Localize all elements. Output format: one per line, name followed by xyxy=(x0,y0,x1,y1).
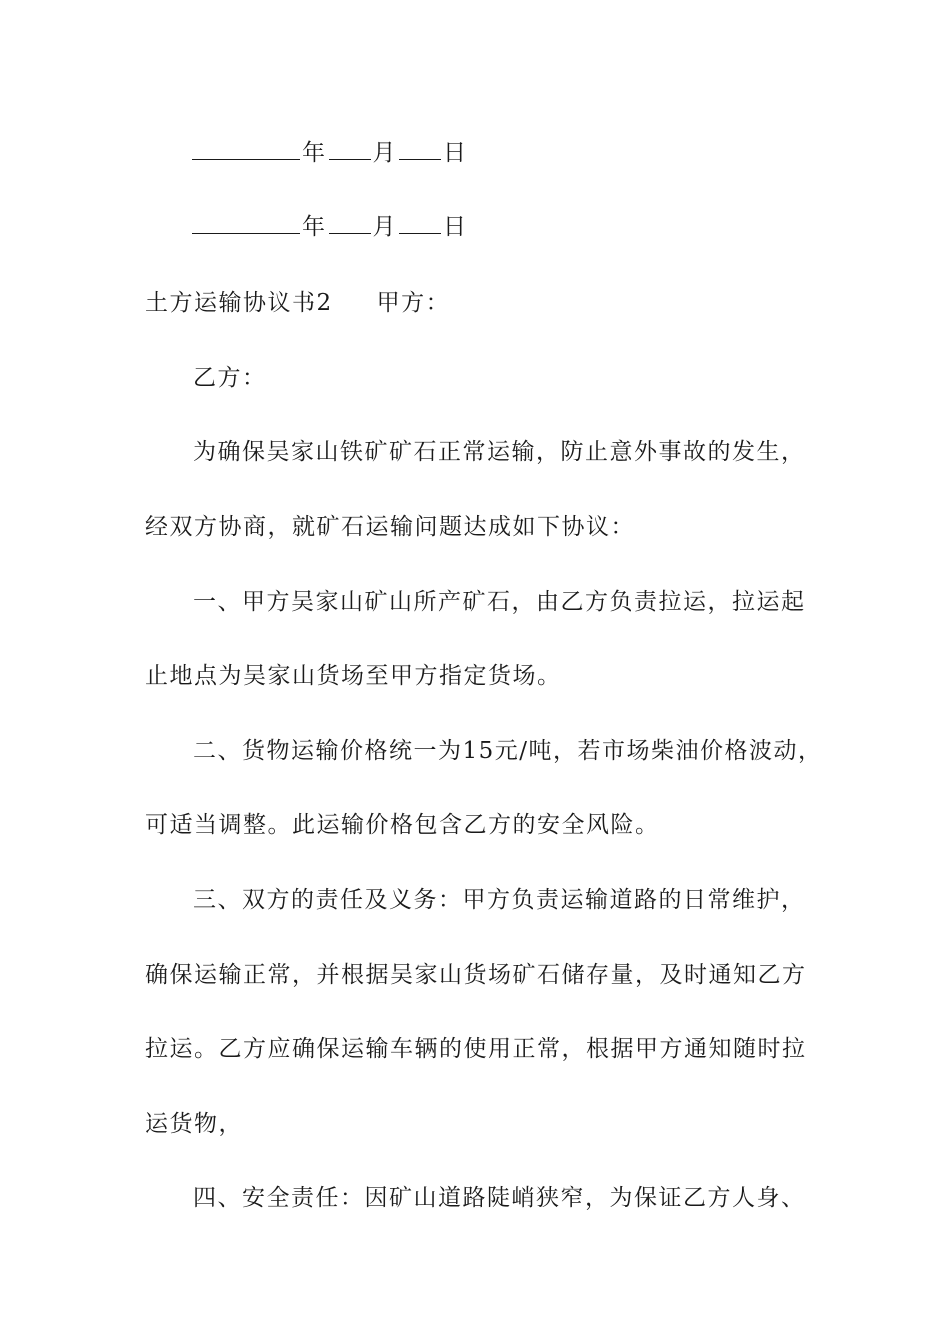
paragraph-line: 经双方协商，就矿石运输问题达成如下协议： xyxy=(145,514,635,540)
paragraph-line: 四、安全责任：因矿山道路陡峭狭窄，为保证乙方人身、 xyxy=(193,1185,806,1211)
day-blank xyxy=(399,213,441,234)
heading-line xyxy=(145,288,450,318)
paragraph-line: 运货物， xyxy=(145,1111,243,1137)
year-unit: 年 xyxy=(302,214,327,240)
year-blank xyxy=(192,139,300,160)
year-blank xyxy=(192,213,300,234)
party-b-label: 乙方： xyxy=(193,365,267,391)
party-a-label: 甲方： xyxy=(376,290,451,316)
paragraph-line: 确保运输正常，并根据吴家山货场矿石储存量，及时通知乙方 xyxy=(145,962,807,988)
day-unit: 日 xyxy=(443,214,468,240)
month-unit: 月 xyxy=(372,140,397,166)
paragraph-line: 拉运。乙方应确保运输车辆的使用正常，根据甲方通知随时拉 xyxy=(145,1036,807,1062)
day-unit: 日 xyxy=(443,140,468,166)
paragraph-line: 为确保吴家山铁矿矿石正常运输，防止意外事故的发生， xyxy=(193,439,806,465)
day-blank xyxy=(399,139,441,160)
paragraph-line: 可适当调整。此运输价格包含乙方的安全风险。 xyxy=(145,812,660,838)
year-unit: 年 xyxy=(302,140,327,166)
month-unit: 月 xyxy=(372,214,397,240)
paragraph-line: 一、甲方吴家山矿山所产矿石，由乙方负责拉运，拉运起 xyxy=(193,589,806,615)
date-line-2 xyxy=(192,212,470,242)
month-blank xyxy=(329,139,371,160)
paragraph-line: 三、双方的责任及义务：甲方负责运输道路的日常维护， xyxy=(193,887,806,913)
paragraph-line: 止地点为吴家山货场至甲方指定货场。 xyxy=(145,663,562,689)
month-blank xyxy=(329,213,371,234)
paragraph-line: 二、货物运输价格统一为15元/吨，若市场柴油价格波动， xyxy=(193,738,823,764)
date-line-1 xyxy=(192,138,470,168)
document-title: 土方运输协议书2 xyxy=(145,290,333,316)
